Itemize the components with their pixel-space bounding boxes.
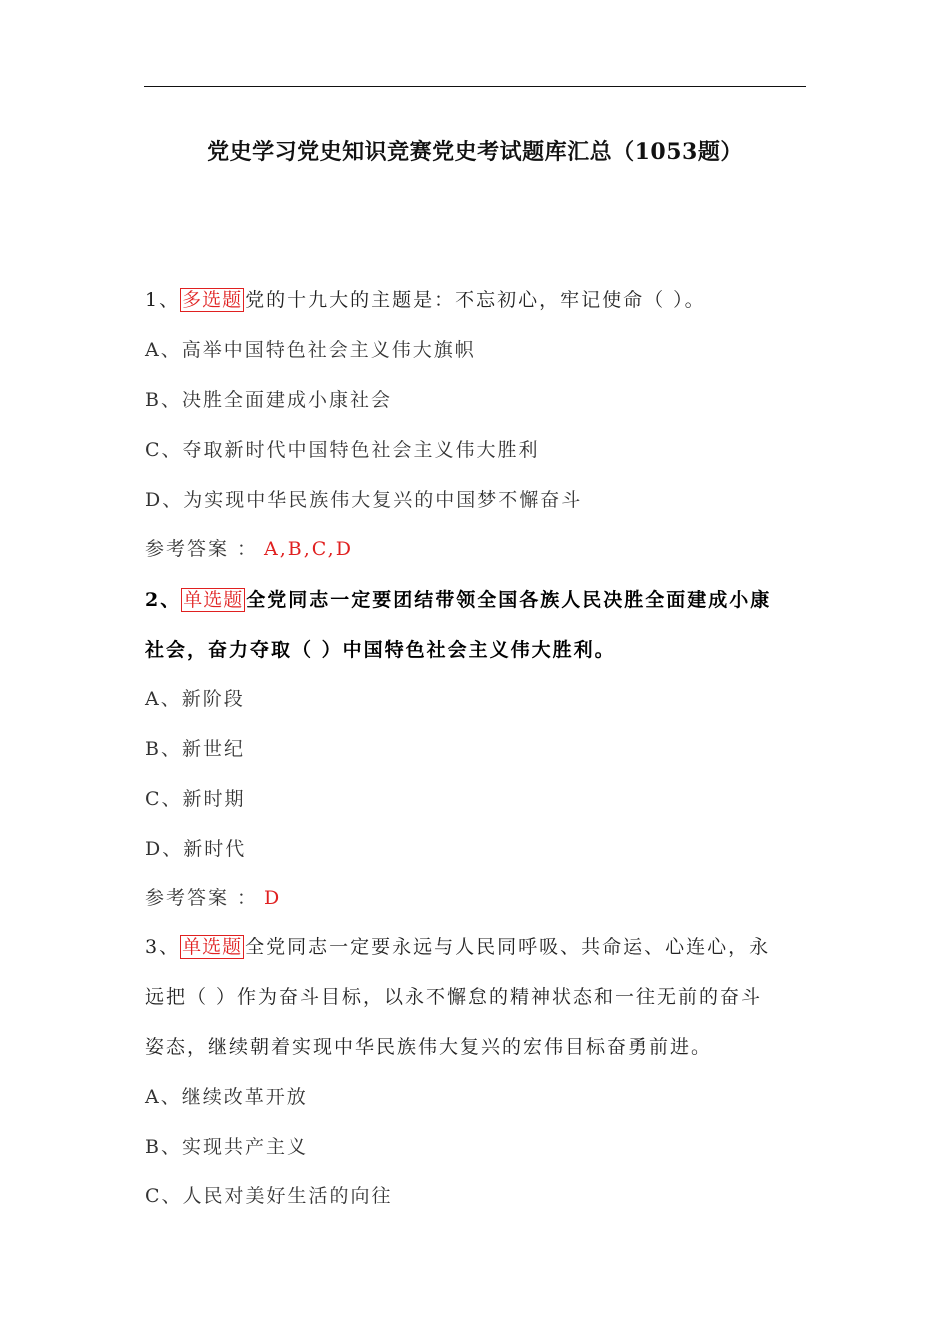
option-a: A、高举中国特色社会主义伟大旗帜 (145, 339, 476, 361)
answer-value: A,B,C,D (264, 538, 353, 560)
answer-label: 参考答案 ： (145, 887, 259, 909)
header-rule (144, 86, 806, 87)
question-text-continued: 远把（ ）作为奋斗目标，以永不懈怠的精神状态和一往无前的奋斗 (145, 986, 763, 1008)
question-text: 全党同志一定要团结带领全国各族人民决胜全面建成小康 (246, 589, 772, 611)
option-d: D、新时代 (145, 838, 247, 860)
answer-line (145, 885, 281, 911)
question-1-stem (145, 287, 706, 313)
document-title: 党史学习党史知识竞赛党史考试题库汇总（1053题） (207, 139, 743, 165)
question-text: 全党同志一定要永远与人民同呼吸、共命运、心连心，永 (245, 936, 771, 958)
question-text: 党的十九大的主题是：不忘初心，牢记使命（ ）。 (245, 289, 706, 311)
question-type-badge: 单选题 (182, 936, 243, 958)
option-b: B、实现共产主义 (145, 1136, 308, 1158)
option-d: D、为实现中华民族伟大复兴的中国梦不懈奋斗 (145, 489, 583, 511)
option-b: B、新世纪 (145, 738, 245, 760)
option-a: A、继续改革开放 (145, 1086, 308, 1108)
answer-value: D (264, 887, 282, 909)
option-c: C、人民对美好生活的向往 (145, 1185, 393, 1207)
answer-label: 参考答案 ： (145, 538, 259, 560)
option-a: A、新阶段 (145, 688, 245, 710)
question-2-stem (145, 587, 771, 613)
question-text-continued: 姿态，继续朝着实现中华民族伟大复兴的宏伟目标奋勇前进。 (145, 1036, 713, 1058)
question-number: 1、 (145, 289, 181, 311)
question-3-stem (145, 934, 770, 960)
option-c: C、新时期 (145, 788, 246, 810)
question-number: 3、 (145, 936, 181, 958)
option-c: C、夺取新时代中国特色社会主义伟大胜利 (145, 439, 540, 461)
question-type-badge: 单选题 (183, 589, 244, 611)
question-number: 2、 (145, 589, 182, 611)
answer-line (145, 536, 353, 562)
option-b: B、决胜全面建成小康社会 (145, 389, 392, 411)
question-text-continued: 社会，奋力夺取（ ）中国特色社会主义伟大胜利。 (145, 639, 616, 661)
question-type-badge: 多选题 (182, 289, 243, 311)
